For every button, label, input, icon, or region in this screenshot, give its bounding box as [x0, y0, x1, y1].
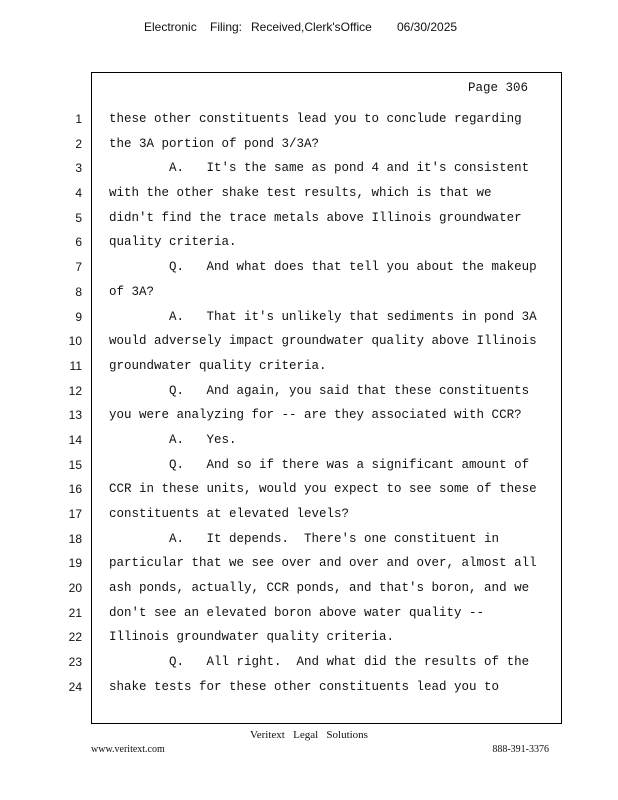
line-number: 17	[68, 507, 82, 521]
line-number: 22	[68, 630, 82, 645]
transcript-line: shake tests for these other constituents lead you to	[109, 679, 500, 694]
line-number: 5	[75, 210, 82, 225]
footer-website: www.veritext.com	[91, 744, 165, 755]
line-number: 16	[68, 482, 82, 497]
transcript-line: Q. And again, you said that these constituents	[109, 383, 530, 398]
line-number: 23	[68, 655, 82, 670]
line-number: 12	[68, 383, 82, 398]
transcript-line: constituents at elevated levels?	[109, 507, 350, 521]
line-number: 10	[68, 334, 82, 349]
line-number: 14	[68, 432, 82, 447]
page-number: Page 306	[467, 81, 528, 95]
transcript-line: didn't find the trace metals above Illinois groundwater	[109, 210, 522, 225]
header-electronic: Electronic	[144, 20, 197, 34]
transcript-line: A. Yes.	[109, 432, 237, 447]
transcript-line: these other constituents lead you to conclude regarding	[109, 112, 522, 126]
transcript-line: A. That it's unlikely that sediments in pond 3A	[109, 309, 537, 324]
line-number-column	[60, 110, 82, 703]
line-number: 8	[75, 284, 82, 299]
line-number: 6	[75, 235, 82, 250]
transcript-line: CCR in these units, would you expect to see some of these	[109, 482, 537, 497]
transcript-line: groundwater quality criteria.	[109, 358, 327, 373]
line-number: 21	[68, 605, 82, 620]
line-number: 19	[68, 556, 82, 571]
line-number: 7	[75, 260, 82, 275]
transcript-line: Q. All right. And what did the results of the	[109, 655, 530, 670]
line-number: 4	[75, 186, 82, 201]
transcript-line: would adversely impact groundwater quality above Illinois	[109, 334, 537, 349]
transcript-line: Q. And what does that tell you about the makeup	[109, 260, 537, 275]
transcript-line: Q. And so if there was a significant amount of	[109, 457, 530, 472]
transcript-line: of 3A?	[109, 284, 155, 299]
header-date: 06/30/2025	[397, 20, 458, 34]
line-number: 18	[68, 531, 82, 546]
footer-phone: 888-391-3376	[492, 744, 549, 755]
line-number: 3	[75, 161, 82, 176]
transcript-line: A. It depends. There's one constituent in	[109, 531, 500, 546]
transcript-line: Illinois groundwater quality criteria.	[109, 630, 395, 645]
line-number: 2	[75, 136, 82, 151]
line-number: 9	[75, 309, 82, 324]
line-number: 20	[68, 581, 82, 596]
transcript-line: A. It's the same as pond 4 and it's consistent	[109, 161, 530, 176]
line-number: 11	[69, 358, 82, 373]
line-number: 13	[68, 408, 82, 423]
transcript-text	[109, 110, 559, 703]
header-filing: Filing:	[210, 20, 243, 34]
transcript-line: you were analyzing for -- are they associated with CCR?	[109, 408, 522, 423]
transcript-line: with the other shake test results, which is that we	[109, 186, 492, 201]
header-received: Received,Clerk'sOffice	[251, 20, 372, 34]
line-number: 24	[68, 679, 82, 694]
transcript-line: don't see an elevated boron above water quality --	[109, 605, 485, 620]
transcript-line: quality criteria.	[109, 235, 237, 250]
transcript-line: ash ponds, actually, CCR ponds, and that's boron, and we	[109, 581, 530, 596]
line-number: 15	[68, 457, 82, 472]
line-number: 1	[75, 112, 82, 126]
transcript-line: particular that we see over and over and over, almost all	[109, 556, 537, 571]
footer-company: Veritext Legal Solutions	[250, 729, 368, 741]
transcript-line: the 3A portion of pond 3/3A?	[109, 136, 320, 151]
